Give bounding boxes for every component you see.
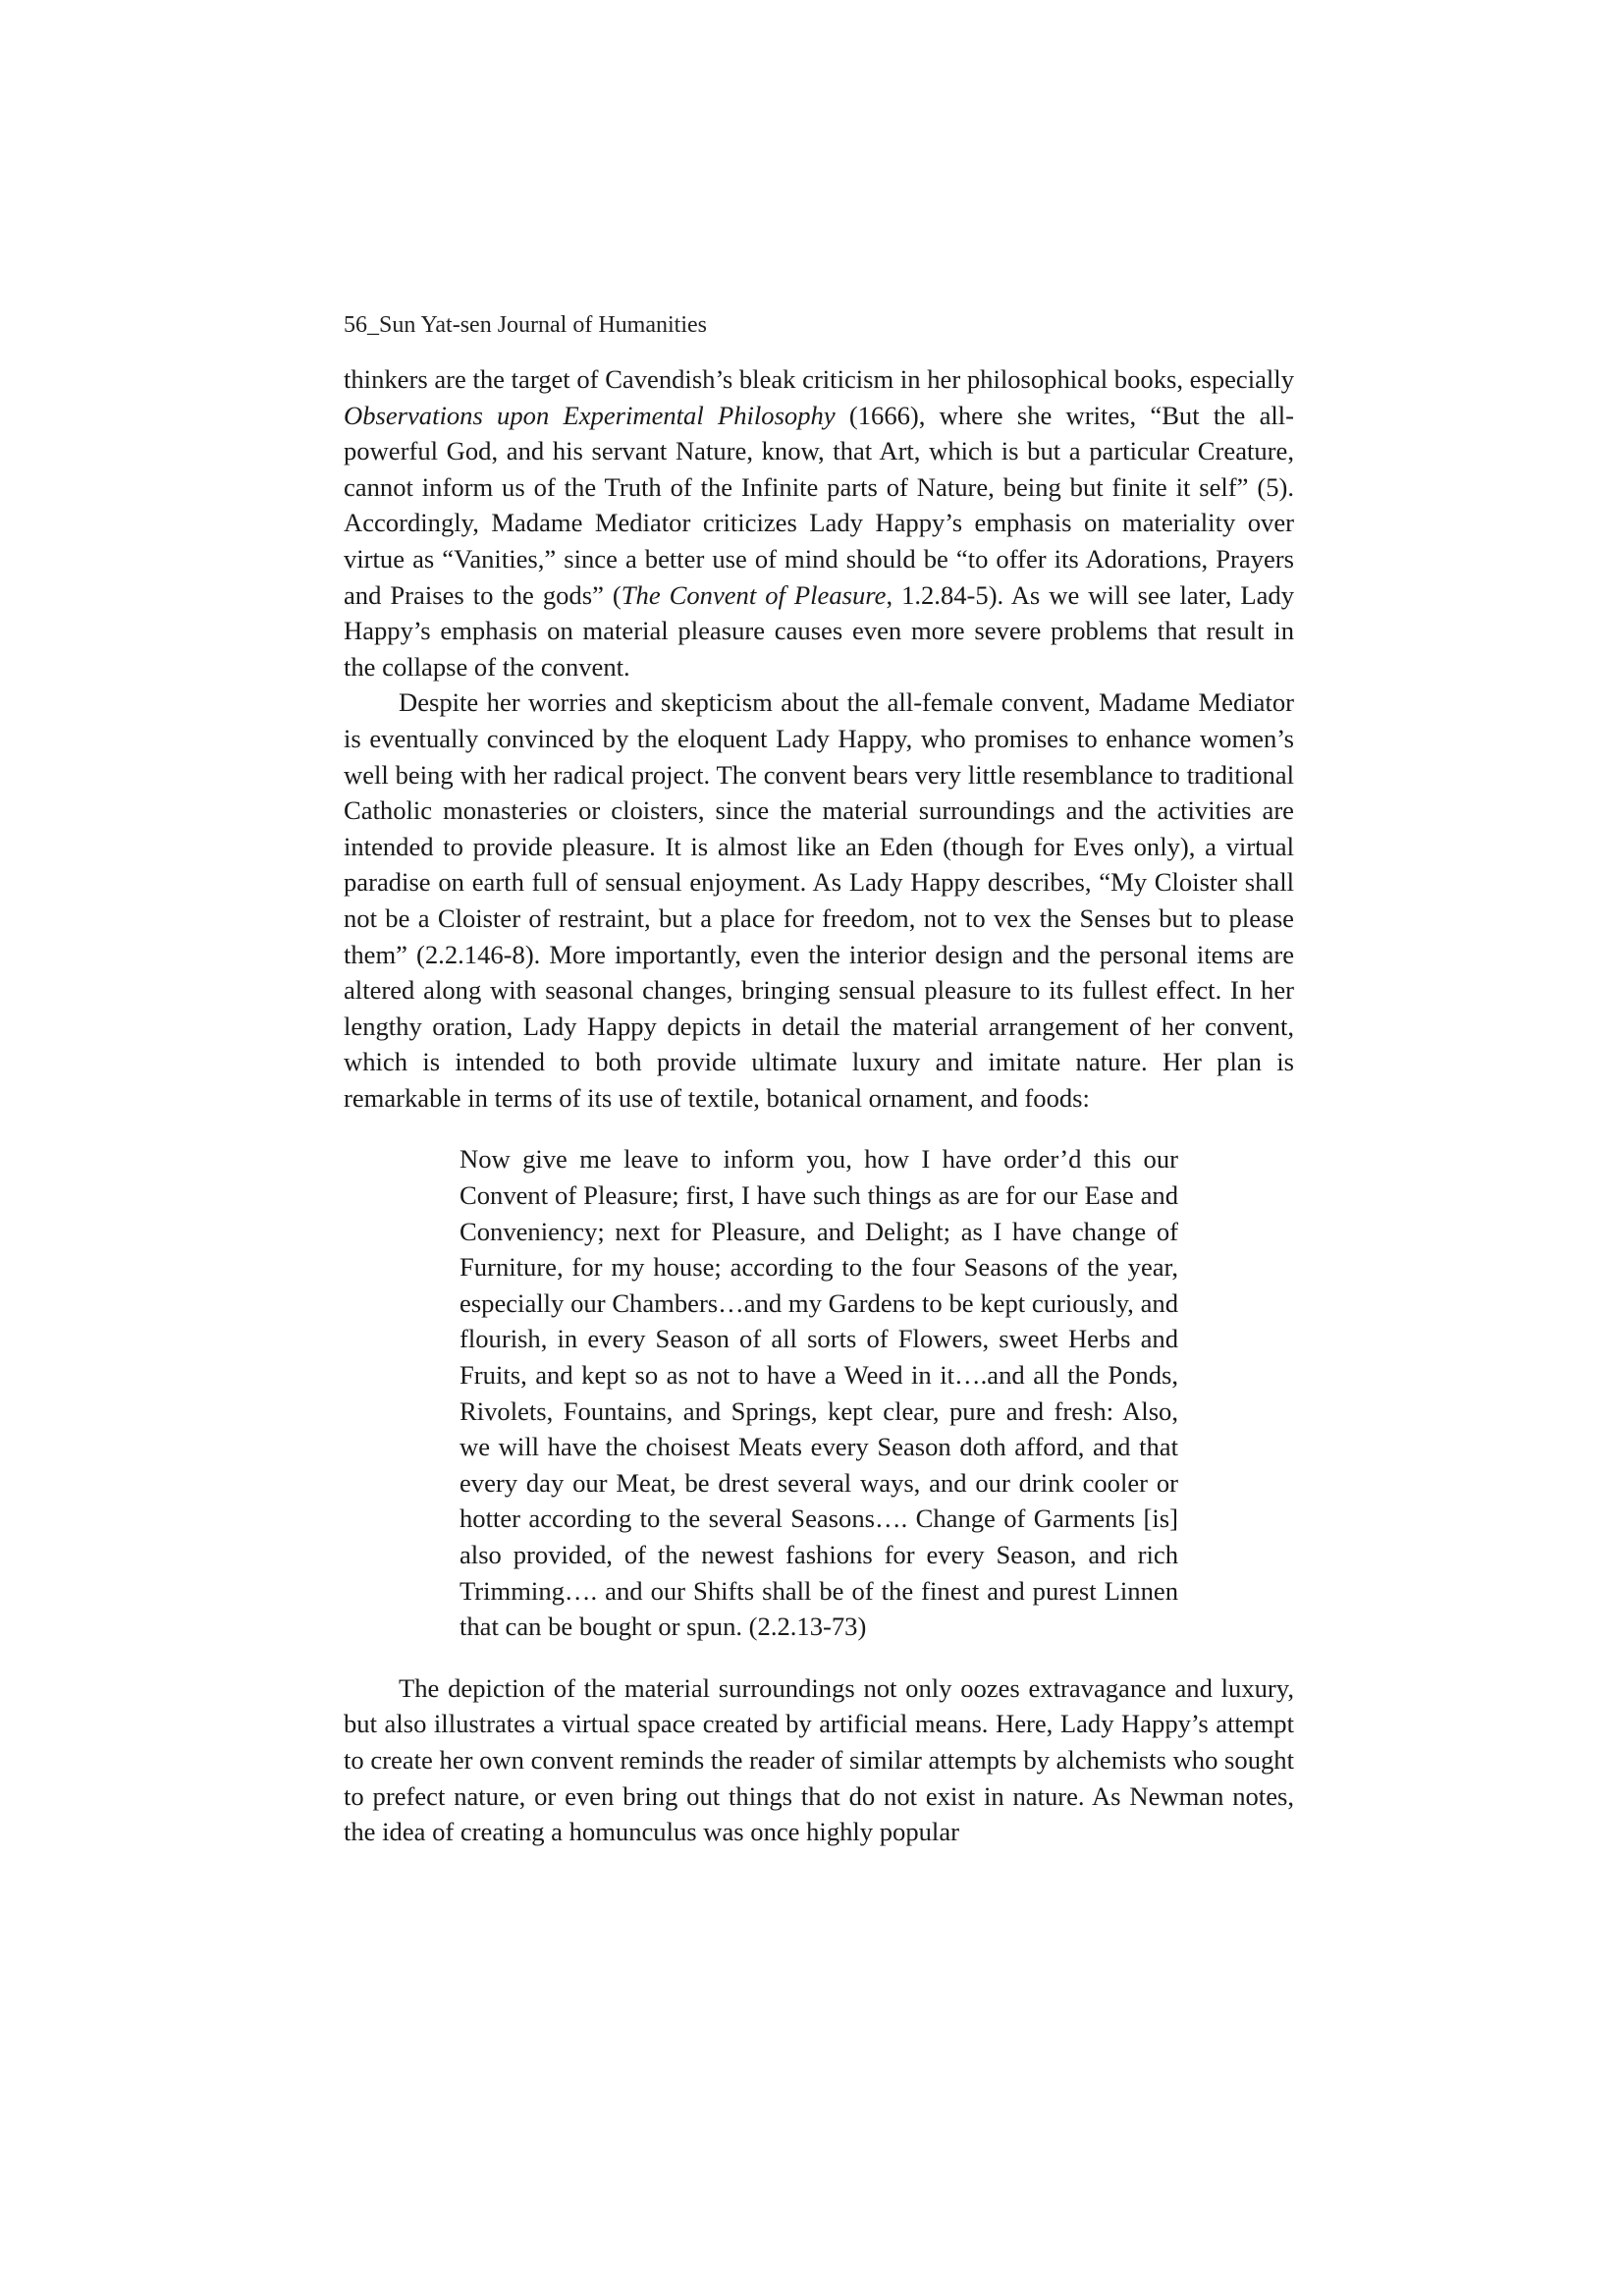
paragraph-1-text-b: (1666), where she writes, “But the all-powerful God, and his servant Nature, know, that Art, which is but a particular Creature, cannot inform us of the Truth of the Infinite parts of Nature, being but finite it self” (5). Accordingly, Madame Mediator criticizes Lady Happy’s emphasis on materiality over virtue as “Vanities,” since a better use of mind should be “to offer its Adorations, Prayers and Praises to the gods” (	[344, 400, 1295, 610]
play-title-convent: The Convent of Pleasure	[621, 579, 887, 610]
running-head: 56_Sun Yat-sen Journal of Humanities	[344, 312, 707, 338]
paragraph-2: Despite her worries and skepticism about the all-female convent, Madame Mediator is eventually convinced by the eloquent Lady Happy, who promises to enhance women’s well being with her radical project. The convent bears very little resemblance to traditional Catholic monasteries or cloisters, since the material surroundings and the activities are intended to provide pleasure. It is almost like an Eden (though for Eves only), a virtual paradise on earth full of sensual enjoyment. As Lady Happy describes, “My Cloister shall not be a Cloister of restraint, but a place for freedom, not to vex the Senses but to please them” (2.2.146-8). More importantly, even the interior design and the personal items are altered along with seasonal changes, bringing sensual pleasure to its fullest effect. In her lengthy oration, Lady Happy depicts in detail the material arrangement of her convent, which is intended to both provide ultimate luxury and imitate nature. Her plan is remarkable in terms of its use of textile, botanical ornament, and foods:	[344, 687, 1294, 1113]
block-quotation: Now give me leave to inform you, how I have order’d this our Convent of Pleasure; first, I have such things as are for our Ease and Conveniency; next for Pleasure, and Delight; as I have change of Furniture, for my house; according to the four Seasons of the year, especially our Chambers…and my Gardens to be kept curiously, and flourish, in every Season of all sorts of Flowers, sweet Herbs and Fruits, and kept so as not to have a Weed in it….and all the Ponds, Rivolets, Fountains, and Springs, kept clear, pure and fresh: Also, we will have the choisest Meats every Season doth afford, and that every day our Meat, be drest several ways, and our drink cooler or hotter according to the several Seasons…. Change of Garments [is] also provided, of the newest fashions for every Season, and rich Trimming…. and our Shifts shall be of the finest and purest Linnen that can be bought or spun. (2.2.13-73)	[460, 1144, 1178, 1642]
book-title-observations: Observations upon Experimental Philosophy	[344, 400, 836, 430]
paragraph-1-text-a: thinkers are the target of Cavendish’s bleak criticism in her philosophical books, especially	[344, 364, 1294, 394]
paragraph-1-text-c: , 1.2.84-5). As we will see later, Lady Happy’s emphasis on material pleasure causes even more severe problems that result in the collapse of the convent.	[344, 579, 1294, 682]
article-body	[344, 361, 1294, 1850]
paragraph-3: The depiction of the material surroundings not only oozes extravagance and luxury, but also illustrates a virtual space created by artificial means. Here, Lady Happy’s attempt to create her own convent reminds the reader of similar attempts by alchemists who sought to prefect nature, or even bring out things that do not exist in nature. As Newman notes, the idea of creating a homunculus was once highly popular	[344, 1672, 1294, 1847]
paragraph-continuation	[344, 361, 1294, 684]
